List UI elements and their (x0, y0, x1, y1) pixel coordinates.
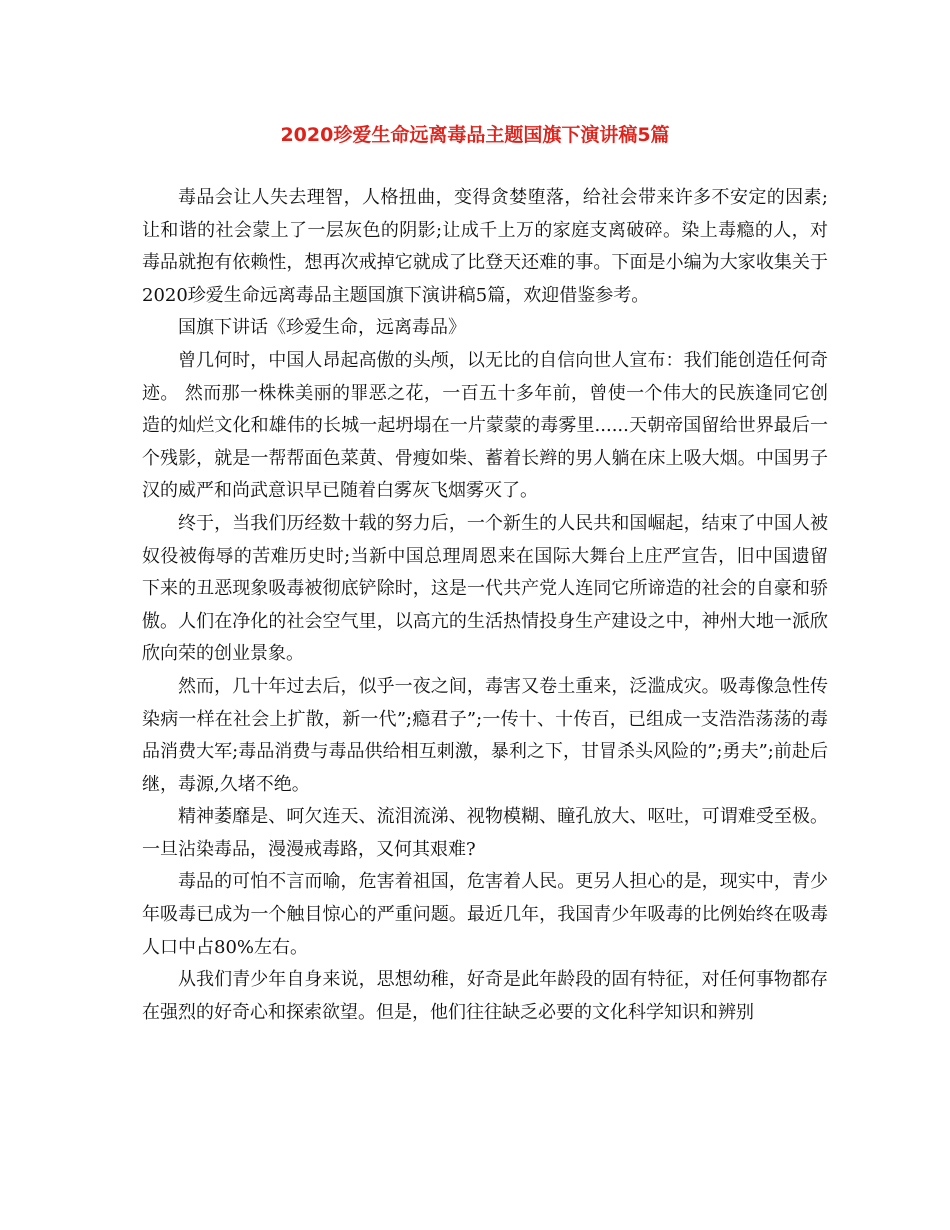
paragraph: 曾几何时，中国人昂起高傲的头颅，以无比的自信向世人宣布：我们能创造任何奇迹。 然而那一株株美丽的罪恶之花，一百五十多年前，曾使一个伟大的民族逢同它创造的灿烂文化和雄伟的长城一起坍塌在一片蒙蒙的毒雾里......天朝帝国留给世界最后一个残影，就是一帮帮面色菜黄、骨瘦如柴、蓄着长辫的男人躺在床上吸大烟。中国男子汉的威严和尚武意识早已随着白雾灰飞烟雾灭了。 (142, 349, 828, 502)
paragraph: 终于，当我们历经数十载的努力后，一个新生的人民共和国崛起，结束了中国人被奴役被侮辱的苦难历史时;当新中国总理周恩来在国际大舞台上庄严宣告，旧中国遗留下来的丑恶现象吸毒被彻底铲除时，这是一代共产党人连同它所谛造的社会的自豪和骄傲。人们在净化的社会空气里，以高亢的生活热情投身生产建设之中，神州大地一派欣欣向荣的创业景象。 (142, 512, 828, 665)
paragraph: 毒品的可怕不言而喻，危害着祖国，危害着人民。更另人担心的是，现实中，青少年吸毒已成为一个触目惊心的严重问题。最近几年，我国青少年吸毒的比例始终在吸毒人口中占80%左右。 (142, 871, 828, 958)
paragraph-intro: 毒品会让人失去理智，人格扭曲，变得贪婪堕落，给社会带来许多不安定的因素;让和谐的社会蒙上了一层灰色的阴影;让成千上万的家庭支离破碎。染上毒瘾的人，对毒品就抱有依赖性，想再次戒掉它就成了比登天还难的事。下面是小编为大家收集关于2020珍爱生命远离毒品主题国旗下演讲稿5篇，欢迎借鉴参考。 (142, 187, 828, 306)
document-body (142, 182, 828, 1029)
paragraph-speech-heading: 国旗下讲话《珍爱生命，远离毒品》 (178, 317, 466, 339)
document-title: 2020珍爱生命远离毒品主题国旗下演讲稿5篇 (280, 124, 670, 146)
paragraph: 精神萎靡是、呵欠连天、流泪流涕、视物模糊、瞳孔放大、呕吐，可谓难受至极。一旦沾染毒品，漫漫戒毒路，又何其艰难? (142, 806, 828, 860)
paragraph: 然而，几十年过去后，似乎一夜之间，毒害又卷土重来，泛滥成灾。吸毒像急性传染病一样在社会上扩散，新一代”;瘾君子”;一传十、十传百，已组成一支浩浩荡荡的毒品消费大军;毒品消费与毒品供给相互刺激，暴利之下，甘冒杀头风险的”;勇夫”;前赴后继，毒源,久堵不绝。 (142, 675, 828, 795)
paragraph: 从我们青少年自身来说，思想幼稚，好奇是此年龄段的固有特征，对任何事物都存在强烈的好奇心和探索欲望。但是，他们往往缺乏必要的文化科学知识和辨别 (142, 969, 828, 1023)
